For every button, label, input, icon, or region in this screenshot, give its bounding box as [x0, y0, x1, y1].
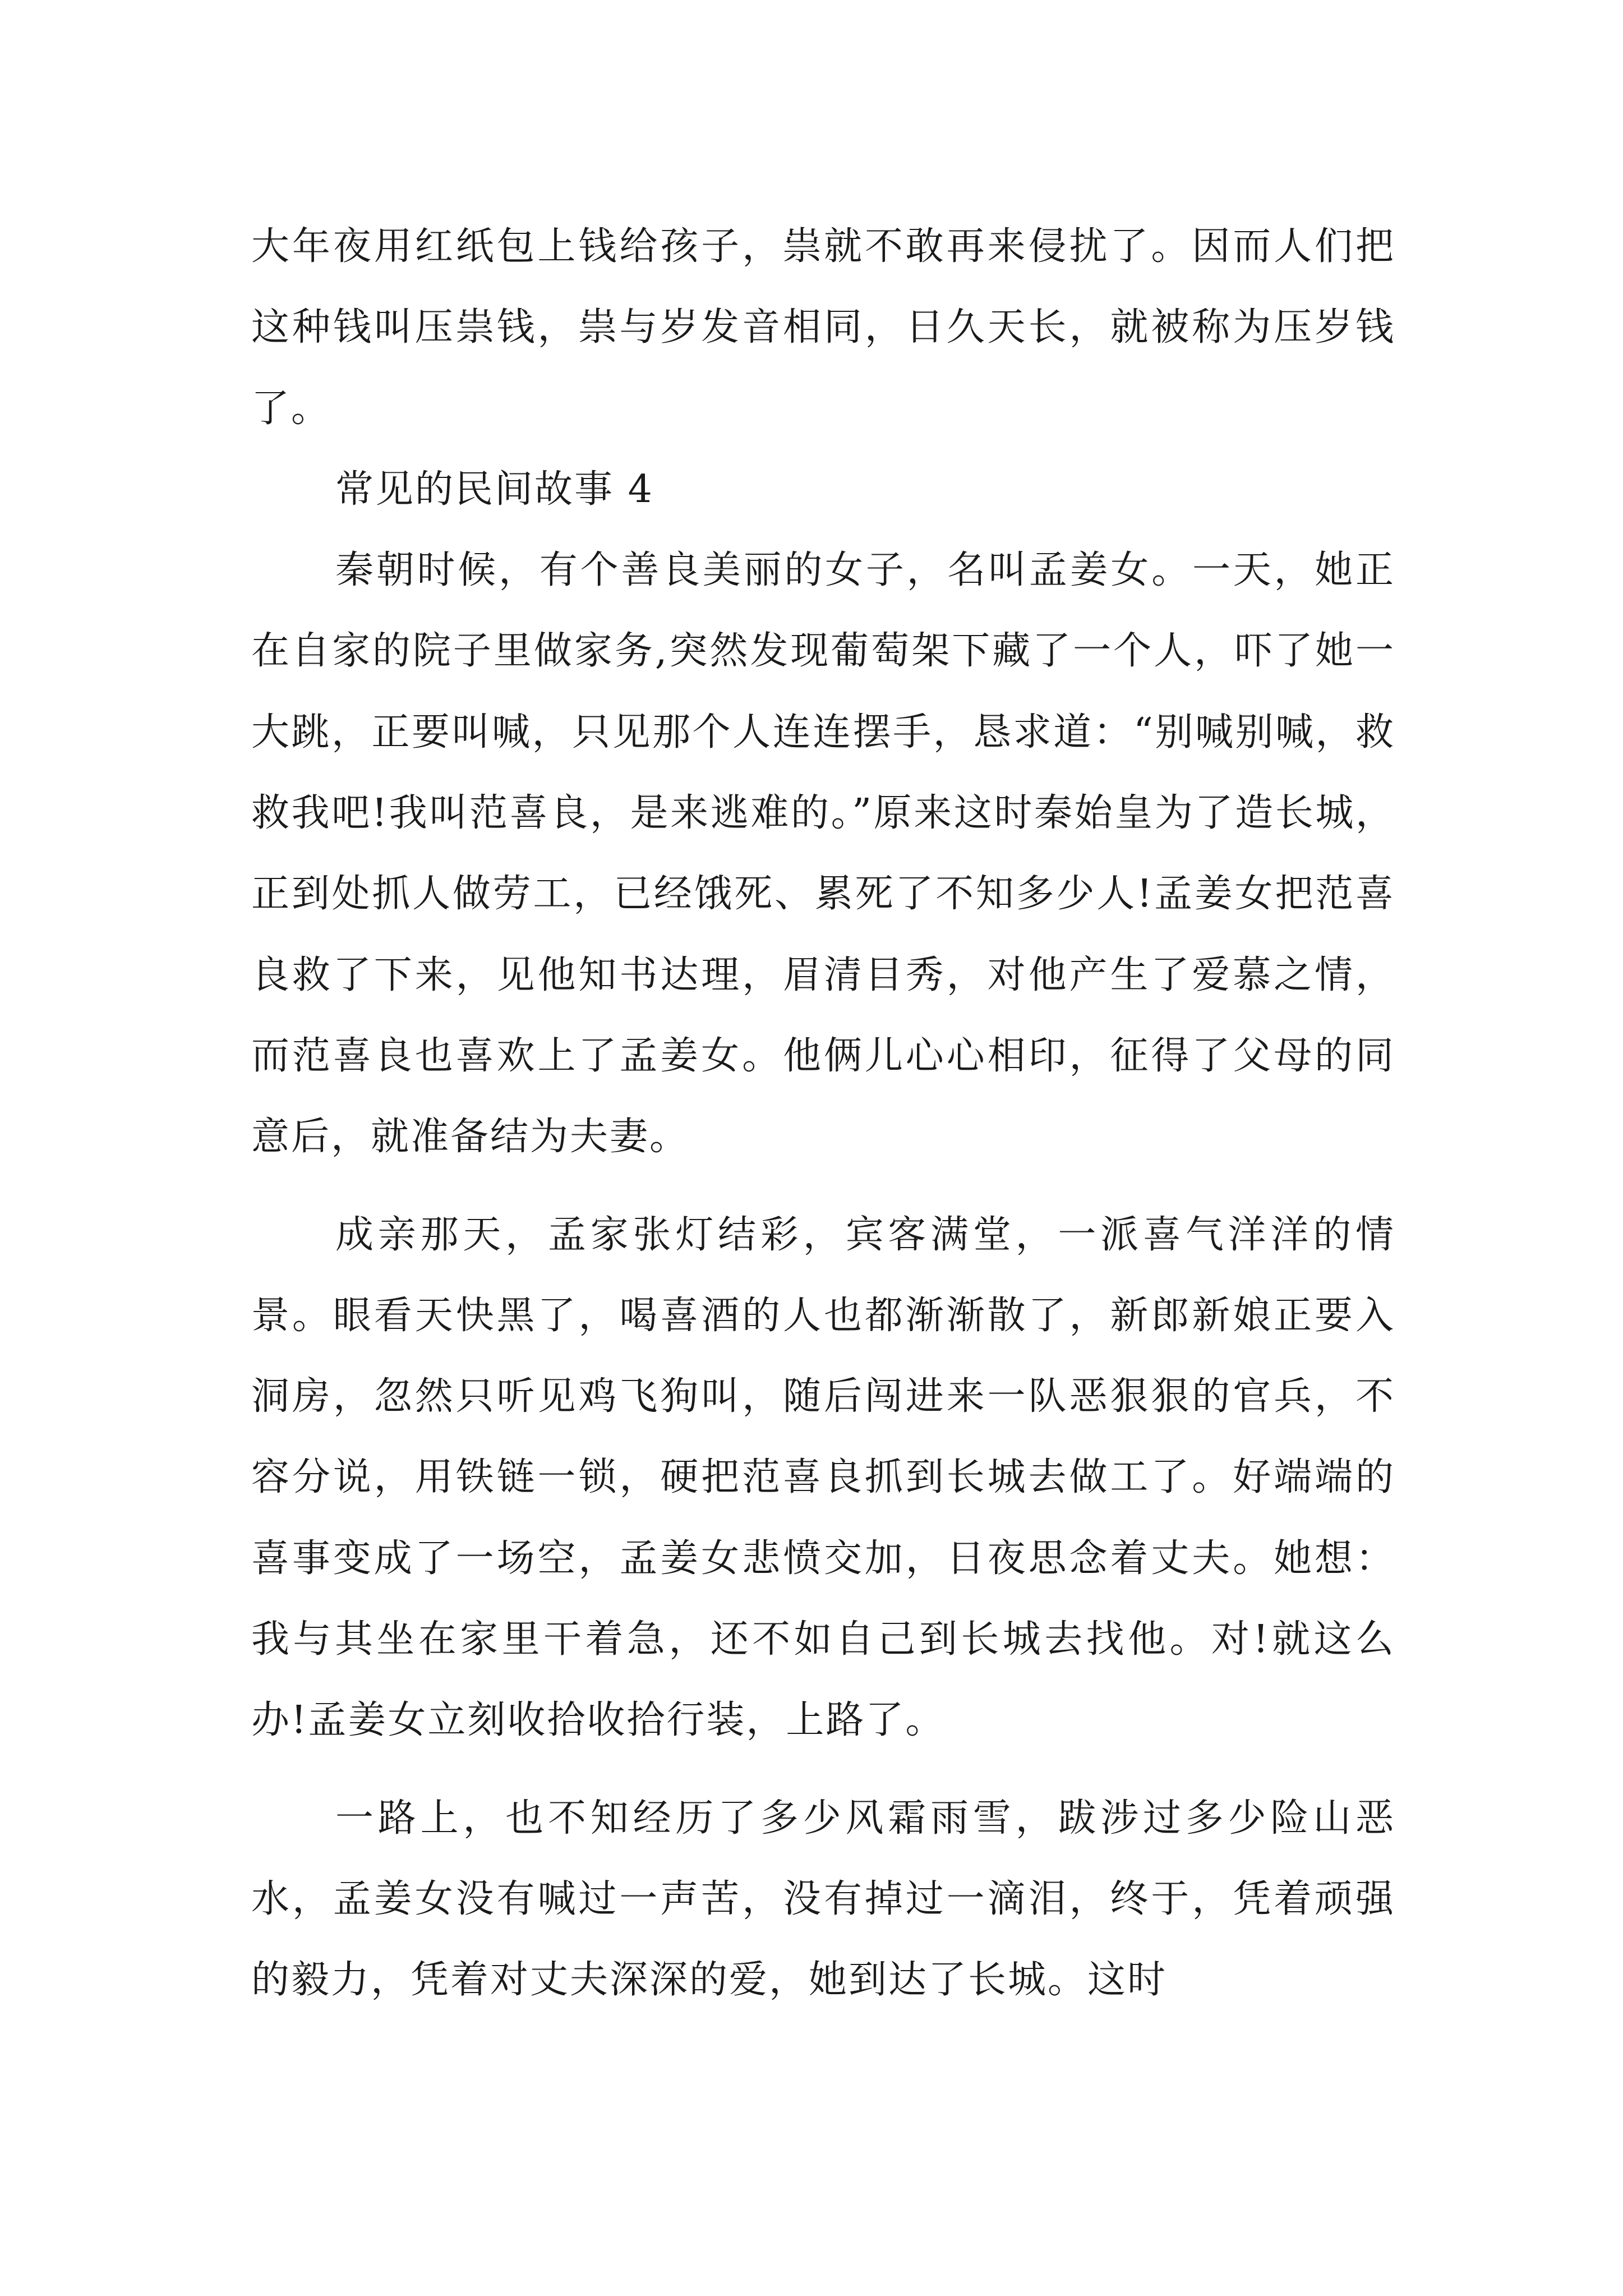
section-heading: 常见的民间故事 4 [335, 467, 654, 512]
paragraph-continuation: 大年夜用红纸包上钱给孩子，祟就不敢再来侵扰了。因而人们把这种钱叫压祟钱，祟与岁发音相同，日久天长，就被称为压岁钱了。 [251, 224, 1395, 431]
paragraph: 成亲那天，孟家张灯结彩，宾客满堂，一派喜气洋洋的情景。眼看天快黑了，喝喜酒的人也都渐渐散了，新郎新娘正要入洞房，忽然只听见鸡飞狗叫，随后闯进来一队恶狠狠的官兵，不容分说，用铁链一锁，硬把范喜良抓到长城去做工了。好端端的喜事变成了一场空，孟姜女悲愤交加，日夜思念着丈夫。她想：我与其坐在家里干着急，还不如自己到长城去找他。对!就这么办!孟姜女立刻收拾收拾行装，上路了。 [251, 1212, 1395, 1743]
paragraph: 秦朝时候，有个善良美丽的女子，名叫孟姜女。一天，她正在自家的院子里做家务,突然发现葡萄架下藏了一个人，吓了她一大跳，正要叫喊，只见那个人连连摆手，恳求道：“别喊别喊，救救我吧!我叫范喜良，是来逃难的。”原来这时秦始皇为了造长城，正到处抓人做劳工，已经饿死、累死了不知多少人!孟姜女把范喜良救了下来，见他知书达理，眉清目秀，对他产生了爱慕之情，而范喜良也喜欢上了孟姜女。他俩儿心心相印，征得了父母的同意后，就准备结为夫妻。 [251, 548, 1395, 1159]
document-body [251, 206, 1395, 2021]
paragraph: 一路上，也不知经历了多少风霜雨雪，跋涉过多少险山恶水，孟姜女没有喊过一声苦，没有掉过一滴泪，终于，凭着顽强的毅力，凭着对丈夫深深的爱，她到达了长城。这时 [251, 1796, 1395, 2003]
